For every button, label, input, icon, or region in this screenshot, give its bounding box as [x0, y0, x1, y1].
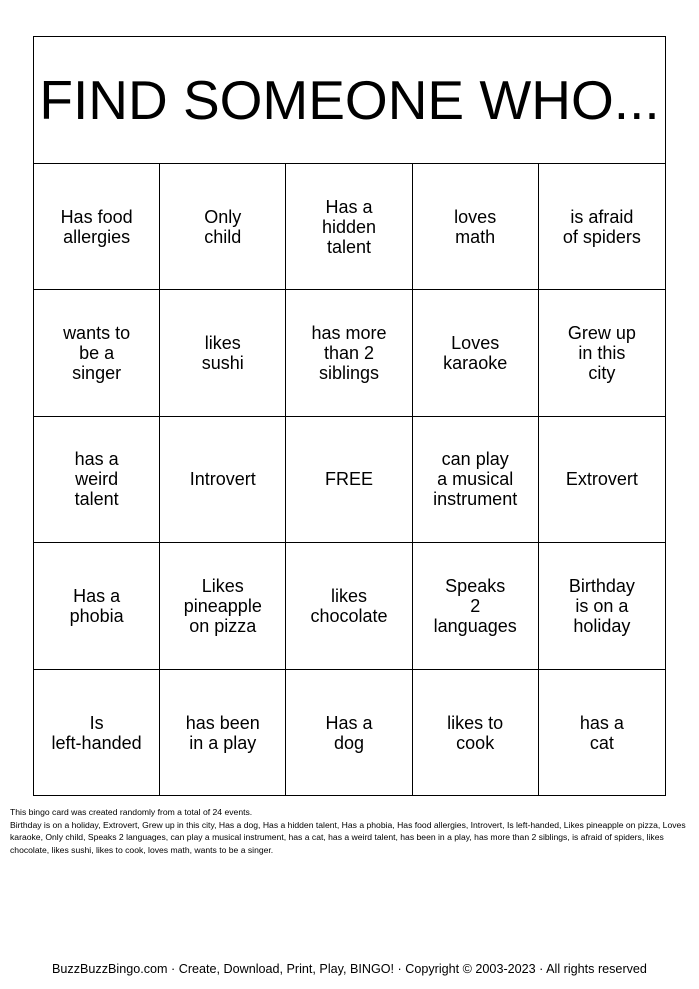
bingo-cell: Birthday is on a holiday: [539, 543, 665, 669]
bingo-cell: has more than 2 siblings: [286, 290, 412, 416]
bingo-cell: has been in a play: [160, 670, 286, 796]
bingo-cell: has a cat: [579, 712, 624, 753]
bingo-cell: Only child: [160, 164, 286, 290]
bingo-cell: Has a phobia: [34, 543, 160, 669]
bingo-cell: loves math: [413, 164, 539, 290]
bingo-cell: Grew up in this city: [539, 290, 665, 416]
bingo-cell: Has food allergies: [34, 164, 160, 290]
free-cell: FREE: [286, 417, 412, 543]
bingo-cell: wants to be a singer: [34, 290, 160, 416]
bingo-cell: likes chocolate: [286, 543, 412, 669]
bingo-cell: Speaks 2 languages: [413, 543, 539, 669]
card-info: [10, 806, 690, 856]
bingo-cell: Is left-handed: [34, 670, 160, 796]
card-info-summary: This bingo card was created randomly from a total of 24 events.: [10, 807, 253, 817]
bingo-cell: Has a hidden talent: [286, 164, 412, 290]
bingo-cell: likes to cook: [413, 670, 539, 796]
bingo-cell: has a weird talent: [34, 417, 160, 543]
page-footer: BuzzBuzzBingo.com · Create, Download, Print, Play, BINGO! · Copyright © 2003-2023 · All rights reserved: [52, 962, 647, 976]
bingo-cell: Introvert: [160, 417, 286, 543]
bingo-cell: can play a musical instrument: [413, 417, 539, 543]
bingo-cell: is afraid of spiders: [539, 164, 665, 290]
card-info-events: Birthday is on a holiday, Extrovert, Grew up in this city, Has a dog, Has a hidden talent, Has a phobia, Has food allergies, Introvert, Is left-handed, Likes pineapple on pizza, Loves karaoke, Only child, Speaks 2 languages, can play a musical instrument, has a cat, has a weird talent, has been in a play, has more than 2 siblings, is afraid of spiders, likes chocolate, likes sushi, likes to cook, loves math, wants to be a singer.: [10, 819, 686, 855]
bingo-cell: Loves karaoke: [413, 290, 539, 416]
bingo-cell: Extrovert: [539, 417, 665, 543]
bingo-cell: likes sushi: [160, 290, 286, 416]
bingo-grid: [34, 164, 665, 796]
bingo-card: [33, 36, 666, 796]
bingo-cell: Likes pineapple on pizza: [160, 543, 286, 669]
card-title: FIND SOMEONE WHO...: [34, 37, 665, 164]
bingo-cell: Has a dog: [286, 670, 412, 796]
